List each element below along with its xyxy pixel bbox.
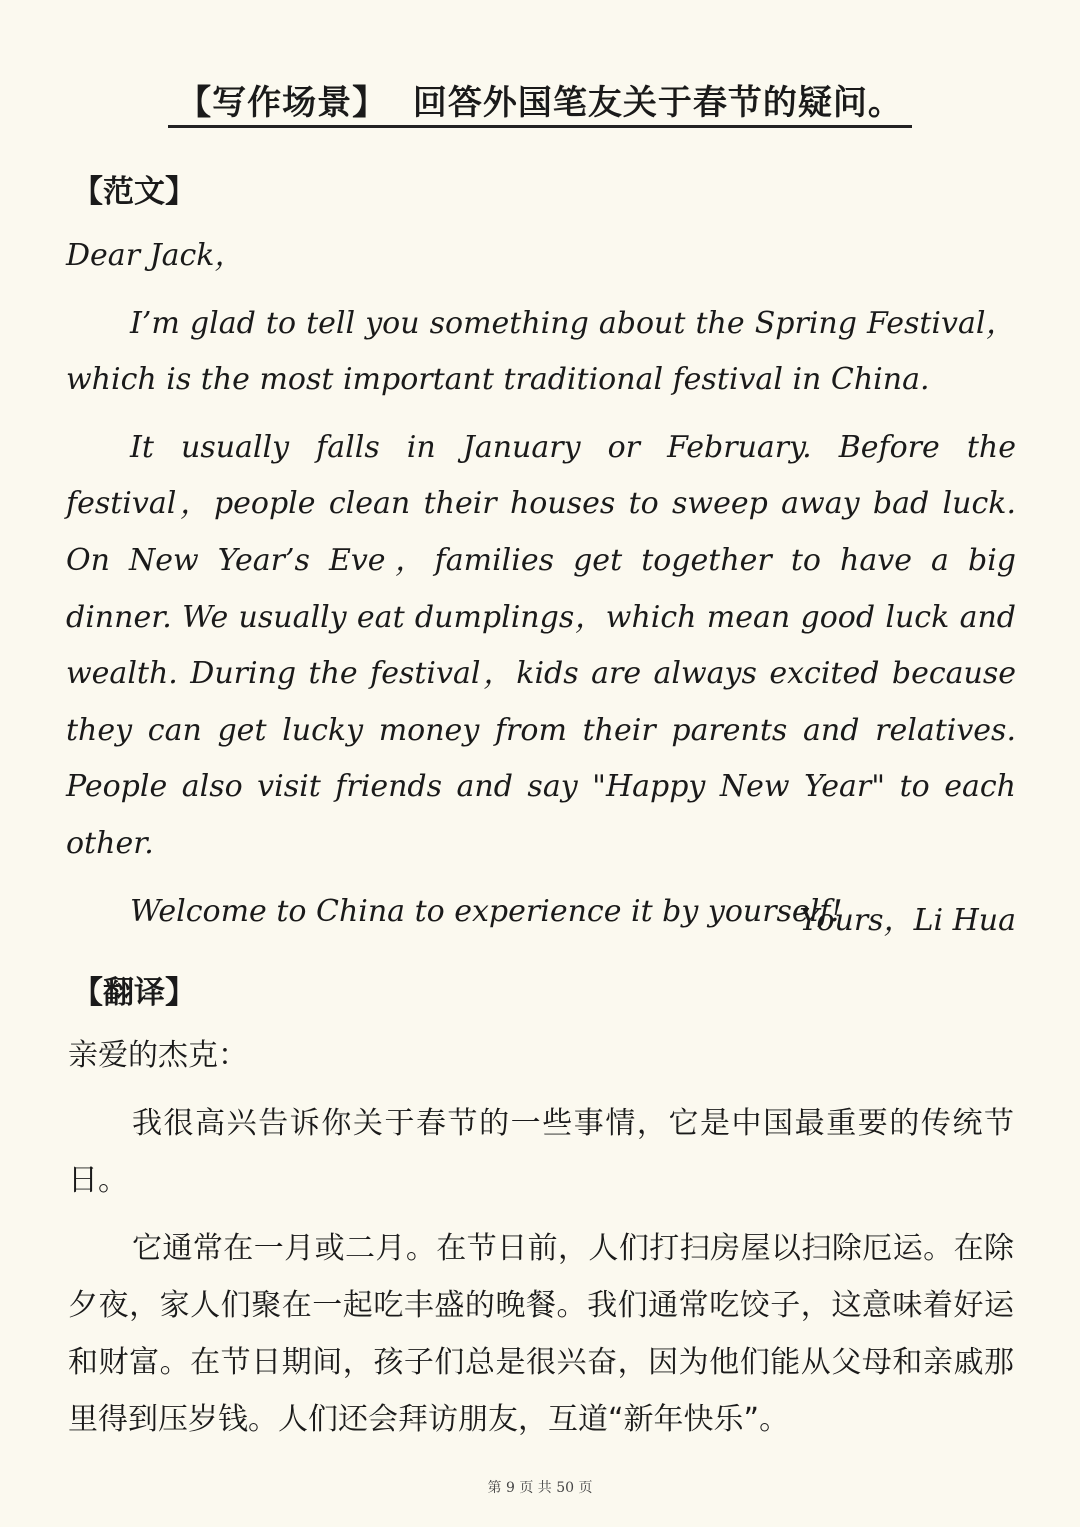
essay-paragraph: Welcome to China to experience it by yourself! xyxy=(130,893,843,929)
current-page: 9 xyxy=(505,1480,515,1496)
sample-essay xyxy=(66,228,1016,940)
essay-closing: Yours，Li Hua xyxy=(799,903,1016,938)
total-pages: 50 xyxy=(556,1480,575,1496)
translation-paragraph: 它通常在一月或二月。在节日前，人们打扫房屋以扫除厄运。在除夕夜，家人们聚在一起吃丰盛的晚餐。我们通常吃饺子，这意味着好运和财富。在节日期间，孩子们总是很兴奋，因为他们能从父母和亲戚那里得到压岁钱。人们还会拜访朋友，互道“新年快乐”。 xyxy=(68,1231,1014,1437)
essay-paragraph: I’m glad to tell you something about the Spring Festival，which is the most important traditional festival in China. xyxy=(66,305,1016,398)
sample-label: 【范文】 xyxy=(72,174,196,210)
page-prefix: 第 xyxy=(487,1480,502,1496)
scene-text: 回答外国笔友关于春节的疑问。 xyxy=(412,83,903,123)
translation-salutation: 亲爱的杰克： xyxy=(68,1038,248,1073)
page-number xyxy=(0,1477,1080,1497)
page-title xyxy=(168,78,912,128)
essay-paragraph: It usually falls in January or February. Before the festival，people clean their houses to sweep away bad luck. On New Year’s Eve，families get together to have a big dinner. We usually eat dumplings，which mean good luck and wealth. During the festival，kids are always excited because they can get lucky money from their parents and relatives. People also visit friends and say "Happy New Year" to each other. xyxy=(66,429,1016,861)
translation-text xyxy=(68,1027,1014,1448)
essay-salutation: Dear Jack， xyxy=(66,238,245,273)
scene-label: 【写作场景】 xyxy=(177,83,388,123)
page-middle: 页 共 xyxy=(519,1480,552,1496)
translation-paragraph: 我很高兴告诉你关于春节的一些事情，它是中国最重要的传统节日。 xyxy=(68,1106,1014,1198)
page-suffix: 页 xyxy=(578,1480,593,1496)
translation-label: 【翻译】 xyxy=(72,975,196,1011)
